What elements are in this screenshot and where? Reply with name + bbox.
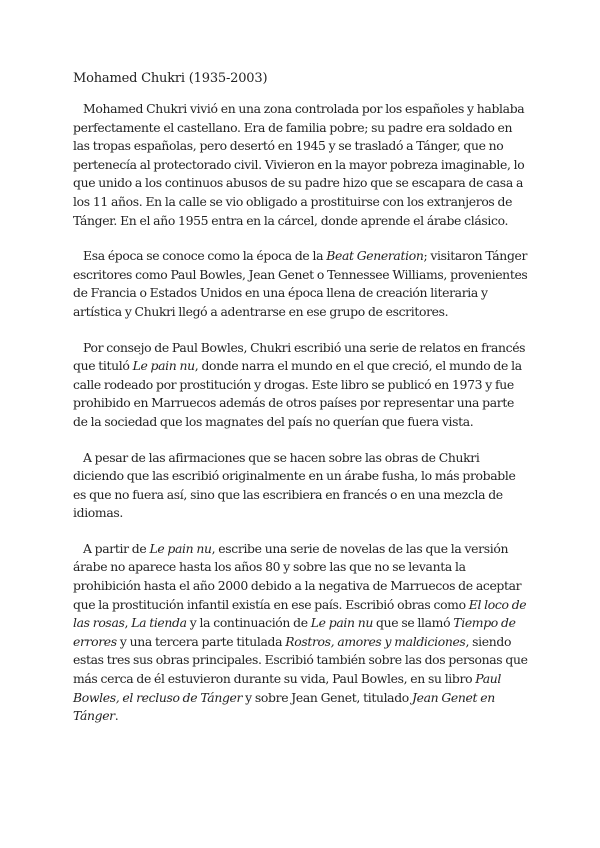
text-run: , siendo estas tres sus obras principales. Escribió también sobre las dos personas que más cerca de él estuvieron durante su vida, Paul Bowles, en su libro <box>73 633 528 687</box>
text-run: que se llamó <box>372 615 454 631</box>
text-run: y sobre Jean Genet, titulado <box>242 689 413 705</box>
italic-text-run: Le pain nu <box>132 358 195 374</box>
text-run: , escribe una serie de novelas de las que la versión árabe no aparece hasta los años 80 y sobre las que no se levanta la prohibición hasta el año 2000 debido a la negativa de Marruecos de aceptar que la prostitución infantil existía en ese país. Escribió obras como <box>73 540 522 612</box>
text-run: Esa época se conoce como la época de la <box>83 248 327 264</box>
paragraph-later-works <box>73 540 531 726</box>
italic-text-run: Tiempo de errores <box>73 615 516 649</box>
italic-text-run: Beat Generation <box>326 248 424 264</box>
text-run: A partir de <box>83 540 150 556</box>
italic-text-run: La tienda <box>131 615 187 631</box>
text-run: Mohamed Chukri vivió en una zona controlada por los españoles y hablaba perfectamente el castellano. Era de familia pobre; su padre era soldado en las tropas españolas, pero desertó en 1945 y se trasladó a Tánger, que no pertenecía al protectorado civil. Vivieron en la mayor pobreza imaginable, lo que unido a los continuos abusos de su padre hizo que se escapara de casa a los 11 años. En la calle se vio obligado a prostituirse con los extranjeros de Tánger. En el año 1955 entra en la cárcel, donde aprende el árabe clásico. <box>73 101 525 228</box>
paragraph-language <box>73 449 531 523</box>
text-run: Por consejo de Paul Bowles, Chukri escribió una serie de relatos en francés que tituló <box>73 339 526 374</box>
text-run: . <box>114 708 119 724</box>
paragraph-beat-generation <box>73 247 531 321</box>
document-title: Mohamed Chukri (1935-2003) <box>73 71 268 86</box>
italic-text-run: Jean Genet en Tánger <box>73 689 495 724</box>
text-run: A pesar de las afirmaciones que se hacen sobre las obras de Chukri diciendo que las escribió originalmente en un árabe fusha, lo más probable es que no fuera así, sino que las escribiera en francés o en una mezcla de idiomas. <box>73 449 516 521</box>
text-run: y la continuación de <box>186 615 311 631</box>
text-run: , donde narra el mundo en el que creció, el mundo de la calle rodeado por prostitución y drogas. Este libro se publicó en 1973 y fue prohibido en Marruecos además de otros países por representar una parte de la sociedad que los magnates del país no querían que fuera vista. <box>73 358 522 429</box>
document-page <box>73 70 531 743</box>
paragraph-childhood <box>73 100 531 230</box>
italic-text-run: Rostros, amores y maldiciones <box>285 633 466 649</box>
italic-text-run: Le pain nu <box>149 540 212 556</box>
text-run: y una tercera parte titulada <box>116 633 286 649</box>
text-run: , <box>124 615 132 631</box>
italic-text-run: Le pain nu <box>310 615 373 631</box>
italic-text-run: El loco de las rosas <box>73 596 527 631</box>
paragraph-le-pain-nu <box>73 339 531 432</box>
italic-text-run: Paul Bowles, el recluso de Tánger <box>73 671 501 705</box>
text-run: ; visitaron Tánger escritores como Paul Bowles, Jean Genet o Tennessee Williams, provenientes de Francia o Estados Unidos en una época llena de creación literaria y artística y Chukri llegó a adentrarse en ese grupo de escritores. <box>73 248 528 319</box>
